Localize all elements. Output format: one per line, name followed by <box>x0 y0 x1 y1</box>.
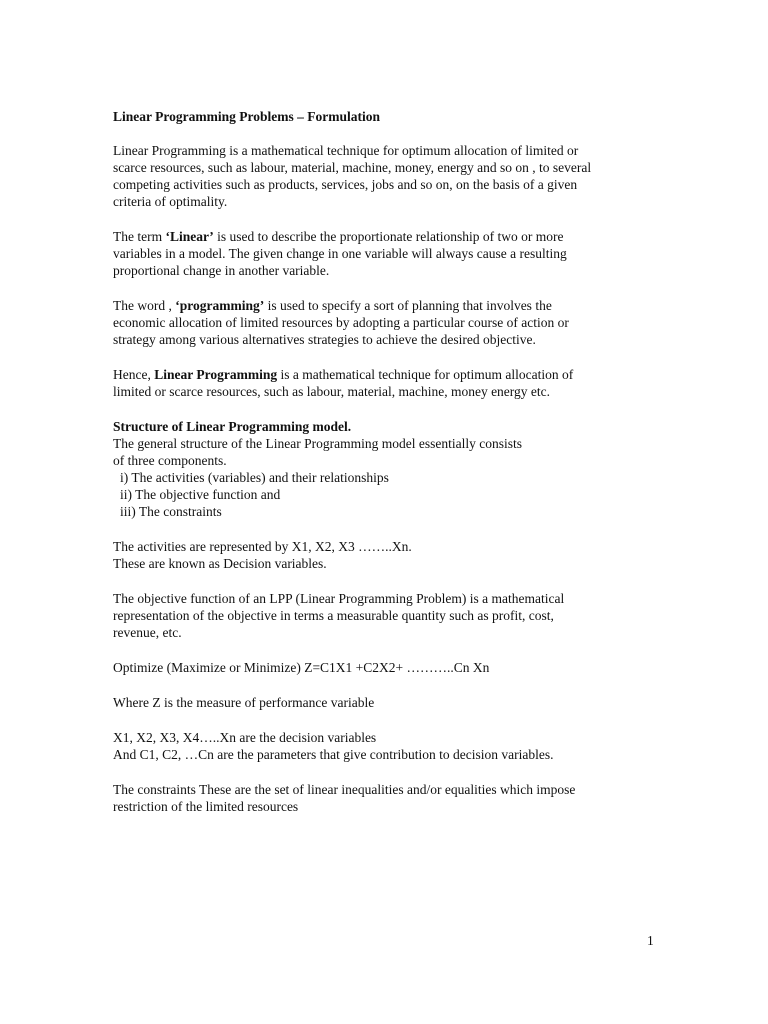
bold-term: Linear Programming <box>154 367 278 382</box>
text-line: economic allocation of limited resources by adopting a particular course of action or <box>113 315 569 330</box>
page-number: 1 <box>647 933 654 948</box>
list-item: ii) The objective function and <box>120 487 281 502</box>
document-title: Linear Programming Problems – Formulation <box>113 109 380 124</box>
objective-formula: Optimize (Maximize or Minimize) Z=C1X1 +C2X2+ ………..Cn Xn <box>113 660 490 675</box>
section-heading: Structure of Linear Programming model. <box>113 419 352 434</box>
programming-definition-paragraph <box>113 297 653 348</box>
text-line: The activities are represented by X1, X2, X3 ……..Xn. <box>113 539 412 554</box>
text-span: is used to specify a sort of planning that involves the <box>264 298 552 313</box>
where-paragraph <box>113 694 653 711</box>
structure-section <box>113 418 653 520</box>
constraints-paragraph <box>113 781 653 815</box>
text-line: Where Z is the measure of performance variable <box>113 695 375 710</box>
text-line: representation of the objective in terms a measurable quantity such as profit, cost, <box>113 608 554 623</box>
text-line: The constraints These are the set of linear inequalities and/or equalities which impose <box>113 782 576 797</box>
text-line: proportional change in another variable. <box>113 263 330 278</box>
bold-term: ‘programming’ <box>175 298 265 313</box>
text-line: criteria of optimality. <box>113 194 228 209</box>
objective-paragraph <box>113 590 653 641</box>
variables-paragraph <box>113 729 653 763</box>
text-line <box>113 366 653 383</box>
text-span: The word , <box>113 298 176 313</box>
text-span: Hence, <box>113 367 155 382</box>
text-line: strategy among various alternatives strategies to achieve the desired objective. <box>113 332 536 347</box>
hence-paragraph <box>113 366 653 400</box>
text-line: The general structure of the Linear Programming model essentially consists <box>113 436 523 451</box>
text-span: is a mathematical technique for optimum allocation of <box>277 367 574 382</box>
text-line: And C1, C2, …Cn are the parameters that give contribution to decision variables. <box>113 747 554 762</box>
text-span: is used to describe the proportionate relationship of two or more <box>213 229 564 244</box>
linear-definition-paragraph <box>113 228 653 279</box>
list-item: iii) The constraints <box>120 504 222 519</box>
text-line: variables in a model. The given change in one variable will always cause a resulting <box>113 246 567 261</box>
text-line: restriction of the limited resources <box>113 799 299 814</box>
text-span: The term <box>113 229 166 244</box>
document-body <box>113 108 653 815</box>
formula-paragraph <box>113 659 653 676</box>
list-item: i) The activities (variables) and their relationships <box>120 470 389 485</box>
text-line: of three components. <box>113 453 227 468</box>
bold-term: ‘Linear’ <box>165 229 214 244</box>
text-line: limited or scarce resources, such as labour, material, machine, money energy etc. <box>113 384 551 399</box>
text-line: X1, X2, X3, X4…..Xn are the decision variables <box>113 730 377 745</box>
text-line: Linear Programming is a mathematical technique for optimum allocation of limited or <box>113 143 579 158</box>
text-line: These are known as Decision variables. <box>113 556 327 571</box>
text-line <box>113 228 653 245</box>
text-line: The objective function of an LPP (Linear Programming Problem) is a mathematical <box>113 591 565 606</box>
text-line: revenue, etc. <box>113 625 182 640</box>
activities-paragraph <box>113 538 653 572</box>
intro-paragraph <box>113 142 653 210</box>
text-line: competing activities such as products, services, jobs and so on, on the basis of a given <box>113 177 578 192</box>
text-line: scarce resources, such as labour, material, machine, money, energy and so on , to several <box>113 160 592 175</box>
text-line <box>113 297 653 314</box>
